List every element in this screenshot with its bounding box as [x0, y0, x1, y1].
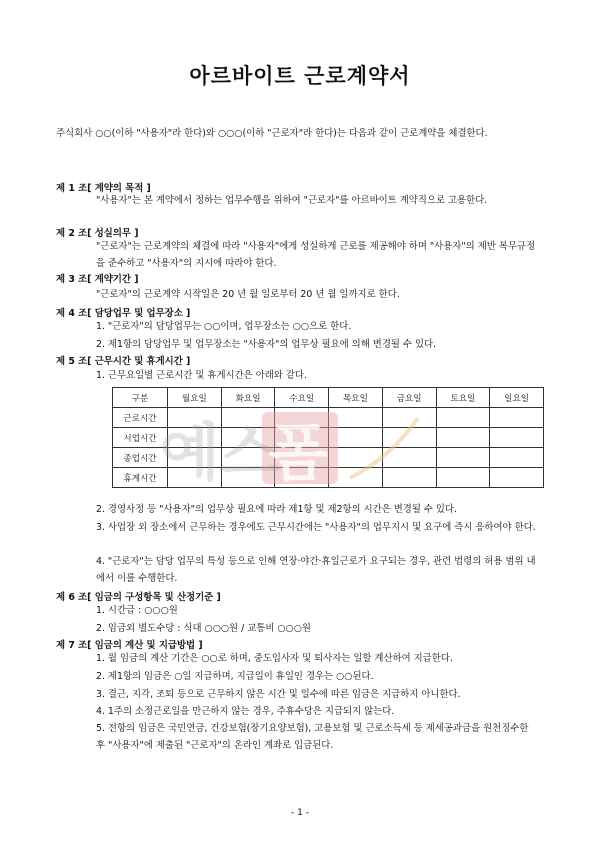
- article-4-heading: 제 4 조[ 담당업무 및 업무장소 ]: [56, 308, 191, 319]
- table-cell[interactable]: [275, 468, 329, 488]
- article-7-item-1: 1. 월 임금의 계산 기간은 ○○로 하며, 중도입사자 및 퇴사자는 일할 계산하여 지급한다.: [96, 653, 453, 664]
- article-3-body: "근로자"의 근로계약 시작일은 20 년 월 일로부터 20 년 월 일까지로 한다.: [96, 289, 400, 300]
- table-cell[interactable]: [168, 428, 222, 448]
- table-cell[interactable]: [329, 408, 383, 428]
- table-header-cell: 월요일: [168, 388, 222, 408]
- article-7-item-3: 3. 결근, 지각, 조퇴 등으로 근무하지 않은 시간 및 일수에 따른 임금은 지급하지 아니한다.: [96, 689, 461, 700]
- table-cell[interactable]: [221, 448, 275, 468]
- table-cell[interactable]: [490, 468, 544, 488]
- table-cell[interactable]: [329, 468, 383, 488]
- article-5-item-1: 1. 근무요일별 근로시간 및 휴게시간은 아래와 같다.: [96, 370, 307, 381]
- article-1-heading: 제 1 조[ 계약의 목적 ]: [56, 183, 151, 194]
- table-header-row: [113, 388, 544, 408]
- table-header-cell: 일요일: [490, 388, 544, 408]
- row-label: 시업시간: [113, 428, 168, 448]
- table-cell[interactable]: [221, 428, 275, 448]
- article-3-heading: 제 3 조[ 계약기간 ]: [56, 274, 139, 285]
- table-row: [113, 468, 544, 488]
- work-schedule-table: [112, 387, 544, 488]
- article-6-item-1: 1. 시간급 : ○○○원: [96, 605, 178, 616]
- article-5-item-3: 3. 사업장 외 장소에서 근무하는 경우에도 근무시간에는 "사용자"의 업무지시 및 요구에 즉시 응하여야 한다.: [96, 522, 536, 533]
- intro-paragraph: 주식회사 ○○(이하 "사용자"라 한다)와 ○○○(이하 "근로자"라 한다)는 다음과 같이 근로계약을 체결한다.: [56, 128, 488, 139]
- table-cell[interactable]: [436, 408, 490, 428]
- table-cell[interactable]: [490, 448, 544, 468]
- table-header-cell: 토요일: [436, 388, 490, 408]
- article-5-heading: 제 5 조[ 근무시간 및 휴게시간 ]: [56, 356, 191, 367]
- table-cell[interactable]: [490, 428, 544, 448]
- table-cell[interactable]: [382, 468, 436, 488]
- table-cell[interactable]: [221, 468, 275, 488]
- article-7-item-5: 5. 전항의 임금은 국민연금, 건강보험(장기요양보험), 고용보험 및 근로소득세 등 제세공과금을 원천징수한 후 "사용자"에 제출된 "근로자"의 온라인 계좌로 입금된다.: [96, 723, 529, 751]
- table-row: [113, 448, 544, 468]
- table-header-cell: 화요일: [221, 388, 275, 408]
- table-cell[interactable]: [490, 408, 544, 428]
- table-header-cell: 구분: [113, 388, 168, 408]
- table-header-cell: 목요일: [329, 388, 383, 408]
- table-cell[interactable]: [436, 468, 490, 488]
- table-cell[interactable]: [168, 408, 222, 428]
- table-cell[interactable]: [382, 448, 436, 468]
- article-7-item-2: 2. 제1항의 임금은 ○일 지급하며, 지급일이 휴일인 경우는 ○○된다.: [96, 671, 374, 682]
- table-cell[interactable]: [436, 448, 490, 468]
- table-header-cell: 수요일: [275, 388, 329, 408]
- article-7-heading: 제 7 조[ 임금의 계산 및 지급방법 ]: [56, 640, 203, 651]
- table-cell[interactable]: [275, 448, 329, 468]
- svg-text:예스: 예스: [160, 416, 280, 489]
- table-cell[interactable]: [329, 448, 383, 468]
- document-title: 아르바이트 근로계약서: [189, 64, 411, 88]
- table-cell[interactable]: [275, 428, 329, 448]
- article-4-item-1: 1. "근로자"의 담당업무는 ○○이며, 업무장소는 ○○으로 한다.: [96, 321, 352, 332]
- table-cell[interactable]: [221, 408, 275, 428]
- article-4-item-2: 2. 제1항의 담당업무 및 업무장소는 "사용자"의 업무상 필요에 의해 변경될 수 있다.: [96, 339, 437, 350]
- row-label: 종업시간: [113, 448, 168, 468]
- article-5-item-2: 2. 경영사정 등 "사용자"의 업무상 필요에 따라 제1항 및 제2항의 시간은 변경될 수 있다.: [96, 504, 458, 515]
- page-number: - 1 -: [291, 808, 309, 818]
- row-label: 근로시간: [113, 408, 168, 428]
- article-2-body: "근로자"는 근로계약의 체결에 따라 "사용자"에게 성실하게 근로를 제공해야 하며 "사용자"의 제반 복무규정을 준수하고 "사용자"의 지시에 따라야 한다.: [96, 241, 536, 269]
- table-cell[interactable]: [382, 408, 436, 428]
- table-row: [113, 428, 544, 448]
- svg-text:폼: 폼: [268, 416, 328, 489]
- table-header-cell: 금요일: [382, 388, 436, 408]
- table-cell[interactable]: [329, 428, 383, 448]
- table-cell[interactable]: [382, 428, 436, 448]
- article-6-item-2: 2. 임금외 별도수당 : 식대 ○○○원 / 교통비 ○○○원: [96, 623, 311, 634]
- row-label: 휴게시간: [113, 468, 168, 488]
- article-1-body: "사용자"는 본 계약에서 정하는 업무수행을 위하여 "근로자"를 아르바이트 계약직으로 고용한다.: [96, 195, 488, 206]
- table-row: [113, 408, 544, 428]
- article-6-heading: 제 6 조[ 임금의 구성항목 및 산정기준 ]: [56, 592, 221, 603]
- article-7-item-4: 4. 1주의 소정근로일을 만근하지 않는 경우, 주휴수당은 지급되지 않는다.: [96, 706, 395, 717]
- table-cell[interactable]: [168, 448, 222, 468]
- table-cell[interactable]: [436, 428, 490, 448]
- article-2-heading: 제 2 조[ 성실의무 ]: [56, 228, 139, 239]
- table-cell[interactable]: [275, 408, 329, 428]
- table-cell[interactable]: [168, 468, 222, 488]
- article-5-item-4: 4. "근로자"는 담당 업무의 특성 등으로 인해 연장·야간·휴일근로가 요구되는 경우, 관련 법령의 허용 범위 내에서 이를 수행한다.: [96, 556, 536, 584]
